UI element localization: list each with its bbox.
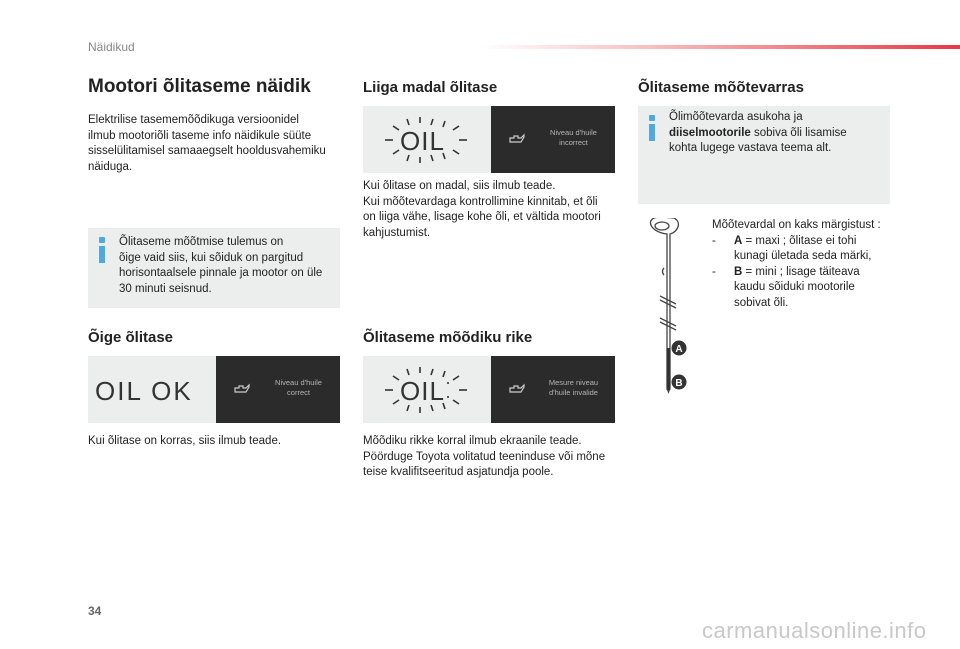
dipstick-marks-list bbox=[712, 218, 892, 311]
oil-can-icon bbox=[509, 383, 525, 395]
heading-dipstick: Õlitaseme mõõtevarras bbox=[638, 79, 804, 96]
heading-correct-level: Õige õlitase bbox=[88, 329, 174, 346]
display-right-panel bbox=[491, 356, 615, 423]
info-icon bbox=[98, 237, 106, 263]
intro-text: Elektrilise tasememõõdikuga versioonidel ilmub mootoriõli taseme info näidikule süüte sisselülitamisel samaaegselt hooldusvahemiku näiduga. bbox=[88, 114, 326, 173]
oil-can-icon bbox=[234, 383, 250, 395]
caption-fault: Mõõdiku rikke korral ilmub ekraanile teade. Pöörduge Toyota volitatud teeninduse või mõne teise kvalifitseeritud asjatundja poole. bbox=[363, 435, 606, 478]
oil-can-icon bbox=[509, 133, 525, 145]
heading-low-level: Liiga madal õlitase bbox=[363, 79, 498, 96]
top-rule bbox=[480, 45, 960, 49]
display-oil-text: OIL bbox=[400, 376, 445, 406]
display-left-panel bbox=[363, 106, 491, 173]
display-oil-ok bbox=[88, 356, 340, 423]
info-text: Õlitaseme mõõtmise tulemus on õige vaid siis, kui sõiduk on pargitud horisontaalsele pinnale ja mootor on üle 30 minuti seisnud. bbox=[119, 236, 323, 295]
heading-sensor-fault: Õlitaseme mõõdiku rike bbox=[363, 329, 533, 346]
list-item: - A = maxi ; õlitase ei tohi kunagi ületada seda märki, bbox=[712, 234, 872, 262]
display-oil-ok-text: OIL OK bbox=[95, 376, 193, 406]
watermark: carmanualsonline.info bbox=[702, 618, 927, 643]
caption-low: Kui õlitase on madal, siis ilmub teade. Kui mõõtevardaga kontrollimine kinnitab, et õli on liiga vähe, lisage kohe õli, et vältida mootori kahjustumist. bbox=[363, 180, 601, 239]
info-text: Õlimõõtevarda asukoha ja diiselmootorile sobiva õli lisamise kohta lugege vastava teema alt. bbox=[669, 111, 847, 154]
display-oil-low bbox=[363, 106, 615, 173]
display-message: Niveau d'huile correct bbox=[275, 378, 322, 397]
dipstick-mark-a: A bbox=[675, 344, 683, 355]
caption-correct: Kui õlitase on korras, siis ilmub teade. bbox=[88, 435, 282, 447]
dipstick-mark-b: B bbox=[675, 378, 683, 389]
display-right-panel bbox=[491, 106, 615, 173]
page-number: 34 bbox=[88, 604, 102, 618]
dipstick-intro: Mõõtevardal on kaks märgistust : bbox=[712, 219, 881, 231]
display-oil-text: OIL bbox=[400, 126, 445, 156]
info-box-dipstick bbox=[638, 106, 890, 204]
display-right-panel bbox=[216, 356, 340, 423]
list-item: - B = mini ; lisage täiteava kaudu sõiduki mootorile sobivat õli. bbox=[712, 265, 860, 309]
section-label: Näidikud bbox=[88, 40, 135, 54]
display-left-panel bbox=[363, 356, 491, 423]
info-icon bbox=[648, 115, 656, 141]
display-message: Mesure niveau d'huile invalide bbox=[548, 378, 599, 397]
display-message: Niveau d'huile incorrect bbox=[550, 128, 597, 147]
display-left-panel bbox=[88, 356, 216, 423]
display-oil-fault bbox=[363, 356, 615, 423]
dipstick-illustration bbox=[640, 218, 700, 398]
page-title: Mootori õlitaseme näidik bbox=[88, 76, 311, 97]
info-box-measurement bbox=[88, 228, 340, 308]
